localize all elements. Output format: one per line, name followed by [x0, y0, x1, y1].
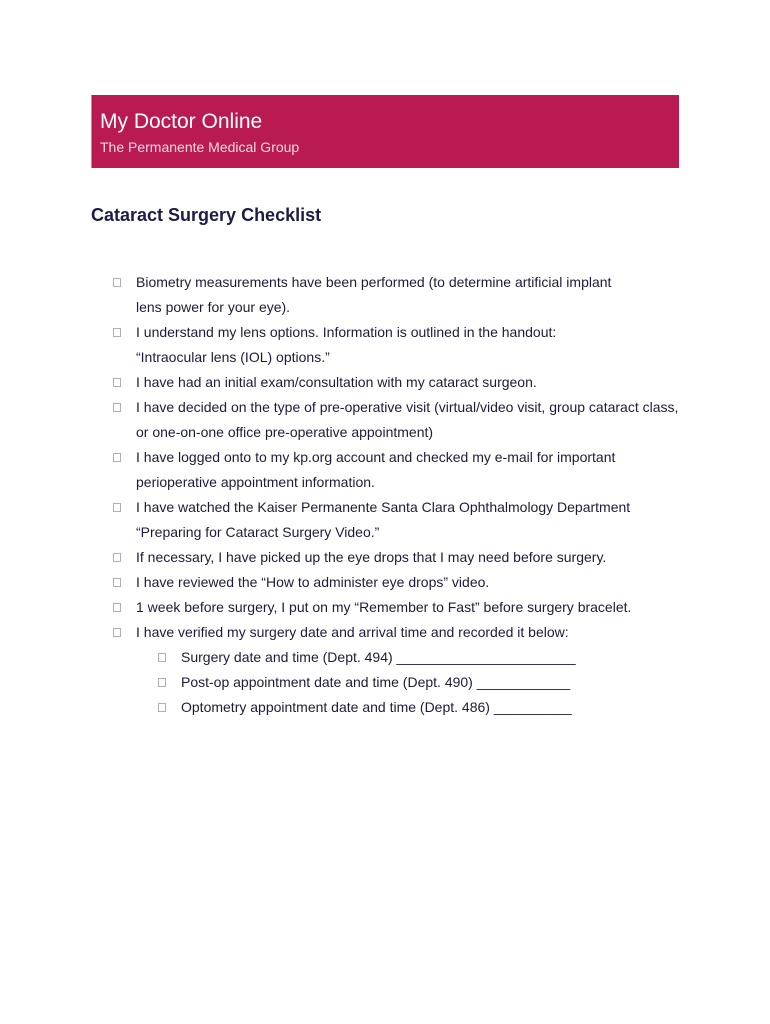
checkbox[interactable]: [113, 328, 121, 337]
item-text-line: I have verified my surgery date and arrival time and recorded it below:: [136, 624, 569, 640]
banner-title: My Doctor Online: [100, 110, 263, 133]
checkbox[interactable]: [113, 578, 121, 587]
item-text-line: lens power for your eye).: [136, 299, 291, 315]
item-text-line: I have logged onto to my kp.org account and checked my e-mail for important: [136, 449, 616, 465]
checklist-item: [112, 320, 692, 370]
checklist-item: [112, 595, 692, 620]
checklist: [112, 270, 692, 720]
checklist-subitem: [157, 645, 692, 670]
item-text-line: If necessary, I have picked up the eye drops that I may need before surgery.: [136, 549, 607, 565]
checkbox[interactable]: [113, 453, 121, 462]
item-text-line: 1 week before surgery, I put on my “Remember to Fast” before surgery bracelet.: [136, 599, 632, 615]
header-banner: [91, 95, 679, 168]
item-text-line: “Intraocular lens (IOL) options.”: [136, 349, 330, 365]
checkbox[interactable]: [158, 703, 166, 712]
checkbox[interactable]: [113, 378, 121, 387]
checkbox[interactable]: [113, 603, 121, 612]
subitem-text: Surgery date and time (Dept. 494) _______________________: [181, 649, 576, 665]
checklist-item: [112, 570, 692, 595]
checklist-item: [112, 620, 692, 645]
checkbox[interactable]: [113, 628, 121, 637]
checkbox[interactable]: [113, 553, 121, 562]
checklist-item: [112, 495, 692, 545]
checkbox[interactable]: [113, 503, 121, 512]
item-text-line: I have watched the Kaiser Permanente Santa Clara Ophthalmology Department: [136, 499, 631, 515]
item-text-line: I have had an initial exam/consultation with my cataract surgeon.: [136, 374, 537, 390]
item-text-line: or one-on-one office pre-operative appointment): [136, 424, 434, 440]
page-title: Cataract Surgery Checklist: [91, 205, 322, 225]
checklist-subitem: [157, 695, 692, 720]
item-text-line: I have decided on the type of pre-operative visit (virtual/video visit, group cataract class,: [136, 399, 679, 415]
item-text-line: perioperative appointment information.: [136, 474, 375, 490]
checklist-subitem: [157, 670, 692, 695]
banner-subtitle: The Permanente Medical Group: [100, 139, 300, 155]
subitem-text: Post-op appointment date and time (Dept. 490) ____________: [181, 674, 571, 690]
item-text-line: I have reviewed the “How to administer eye drops” video.: [136, 574, 490, 590]
checkbox[interactable]: [158, 678, 166, 687]
checkbox[interactable]: [113, 278, 121, 287]
checkbox[interactable]: [113, 403, 121, 412]
subitem-text: Optometry appointment date and time (Dept. 486) __________: [181, 699, 572, 715]
checkbox[interactable]: [158, 653, 166, 662]
checklist-item: [112, 370, 692, 395]
item-text-line: “Preparing for Cataract Surgery Video.”: [136, 524, 380, 540]
item-text-line: I understand my lens options. Information is outlined in the handout:: [136, 324, 557, 340]
checklist-item: [112, 395, 692, 445]
checklist-item: [112, 545, 692, 570]
item-text-line: Biometry measurements have been performed (to determine artificial implant: [136, 274, 612, 290]
checklist-item: [112, 445, 692, 495]
checklist-item: [112, 270, 692, 320]
